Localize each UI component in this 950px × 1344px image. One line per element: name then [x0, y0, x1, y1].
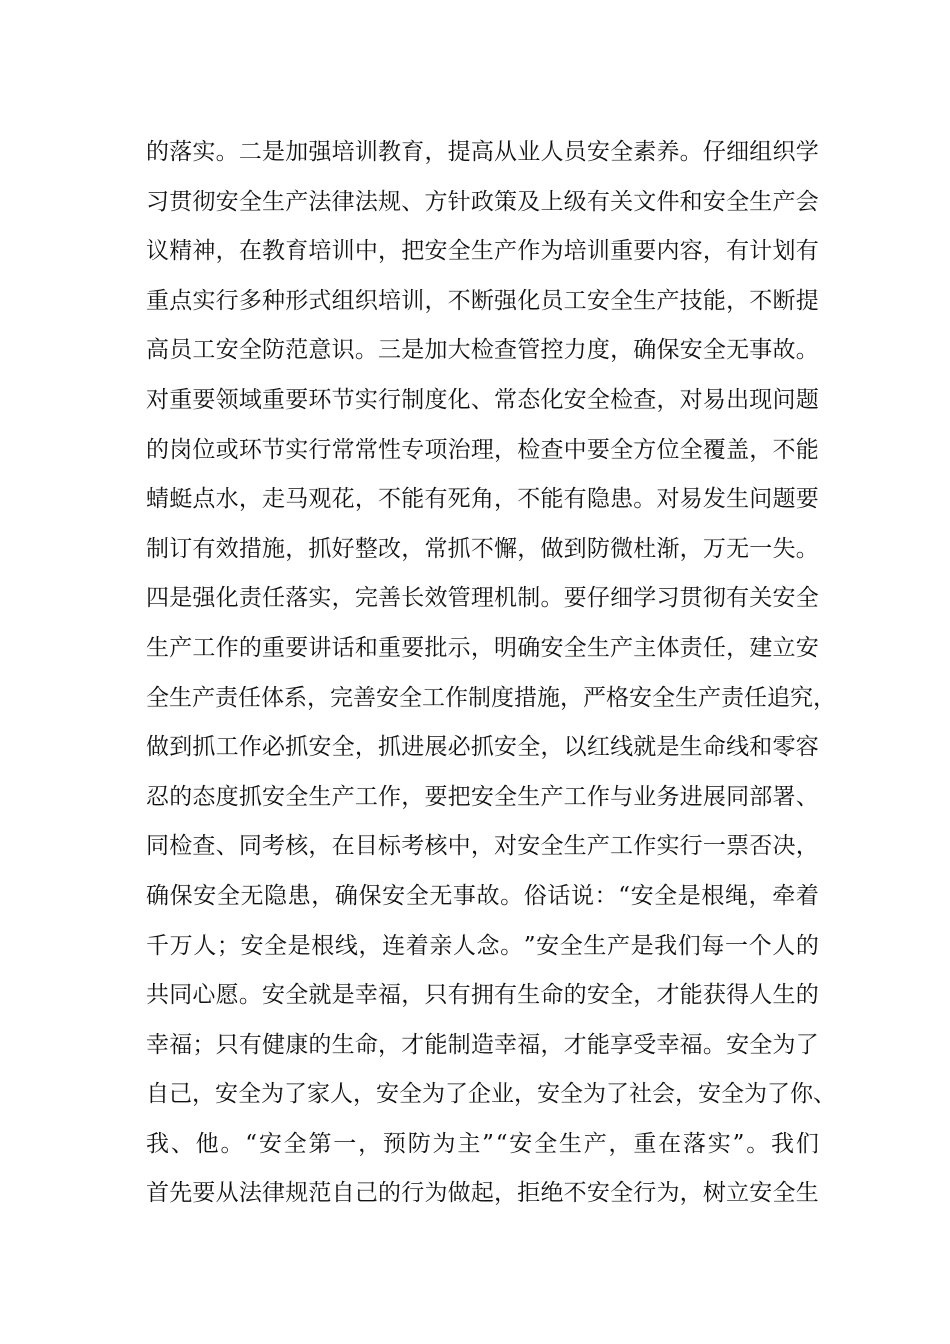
- text-line: 同 检 查 、 同 考 核 ， 在 目 标 考 核 中 ， 对 安 全 生 产 工 作 实 行 一 票 否 决 ，: [146, 833, 819, 860]
- text-line: 议 精 神 ， 在 教 育 培 训 中 ， 把 安 全 生 产 作 为 培 训 重 要 内 容 ， 有 计 划 有: [146, 238, 819, 265]
- text-line: 重 点 实 行 多 种 形 式 组 织 培 训 ， 不 断 强 化 员 工 安 全 生 产 技 能 ， 不 断 提: [146, 287, 819, 314]
- text-line: 高 员 工 安 全 防 范 意 识 。 三 是 加 大 检 查 管 控 力 度 ， 确 保 安 全 无 事 故 。: [146, 337, 819, 364]
- text-line: 的 岗 位 或 环 节 实 行 常 常 性 专 项 治 理 ， 检 查 中 要 全 方 位 全 覆 盖 ， 不 能: [146, 436, 819, 463]
- text-line: 千 万 人 ； 安 全 是 根 线 ， 连 着 亲 人 念 。 ” 安 全 生 产 是 我 们 每 一 个 人 的: [146, 932, 819, 959]
- text-line: 确 保 安 全 无 隐 患 ， 确 保 安 全 无 事 故 。 俗 话 说 ： “ 安 全 是 根 绳 ， 牵 着: [146, 882, 819, 909]
- text-line: 蜻 蜓 点 水 ， 走 马 观 花 ， 不 能 有 死 角 ， 不 能 有 隐 患 。 对 易 发 生 问 题 要: [146, 486, 819, 513]
- text-line: 制 订 有 效 措 施 ， 抓 好 整 改 ， 常 抓 不 懈 ， 做 到 防 微 杜 渐 ， 万 无 一 失 。: [146, 535, 819, 562]
- text-line: 习 贯 彻 安 全 生 产 法 律 法 规 、 方 针 政 策 及 上 级 有 关 文 件 和 安 全 生 产 会: [146, 188, 819, 215]
- body-text: [146, 128, 836, 1219]
- text-line: 共 同 心 愿 。 安 全 就 是 幸 福 ， 只 有 拥 有 生 命 的 安 全 ， 才 能 获 得 人 生 的: [146, 982, 819, 1009]
- text-line: 幸 福 ； 只 有 健 康 的 生 命 ， 才 能 制 造 幸 福 ， 才 能 享 受 幸 福 。 安 全 为 了: [146, 1031, 819, 1058]
- text-line: 首 先 要 从 法 律 规 范 自 己 的 行 为 做 起 ， 拒 绝 不 安 全 行 为 ， 树 立 安 全 生: [146, 1180, 819, 1207]
- text-line: 做 到 抓 工 作 必 抓 安 全 ， 抓 进 展 必 抓 安 全 ， 以 红 线 就 是 生 命 线 和 零 容: [146, 734, 819, 761]
- text-line: 的 落 实 。 二 是 加 强 培 训 教 育 ， 提 高 从 业 人 员 安 全 素 养 。 仔 细 组 织 学: [146, 139, 819, 165]
- text-line: 全 生 产 责 任 体 系 ， 完 善 安 全 工 作 制 度 措 施 ， 严 格 安 全 生 产 责 任 追 究 ，: [146, 684, 836, 711]
- text-line: 我 、 他 。 “ 安 全 第 一 ， 预 防 为 主 ” “ 安 全 生 产 ， 重 在 落 实 ” 。 我 们: [146, 1130, 819, 1157]
- text-line: 对 重 要 领 域 重 要 环 节 实 行 制 度 化 、 常 态 化 安 全 检 查 ， 对 易 出 现 问 题: [146, 386, 819, 413]
- text-line: 忍 的 态 度 抓 安 全 生 产 工 作 ， 要 把 安 全 生 产 工 作 与 业 务 进 展 同 部 署 、: [146, 783, 819, 810]
- text-line: 生 产 工 作 的 重 要 讲 话 和 重 要 批 示 ， 明 确 安 全 生 产 主 体 责 任 ， 建 立 安: [146, 634, 819, 661]
- text-line: 自 己 ， 安 全 为 了 家 人 ， 安 全 为 了 企 业 ， 安 全 为 了 社 会 ， 安 全 为 了 你 、: [146, 1081, 836, 1108]
- text-line: 四 是 强 化 责 任 落 实 ， 完 善 长 效 管 理 机 制 。 要 仔 细 学 习 贯 彻 有 关 安 全: [146, 585, 819, 612]
